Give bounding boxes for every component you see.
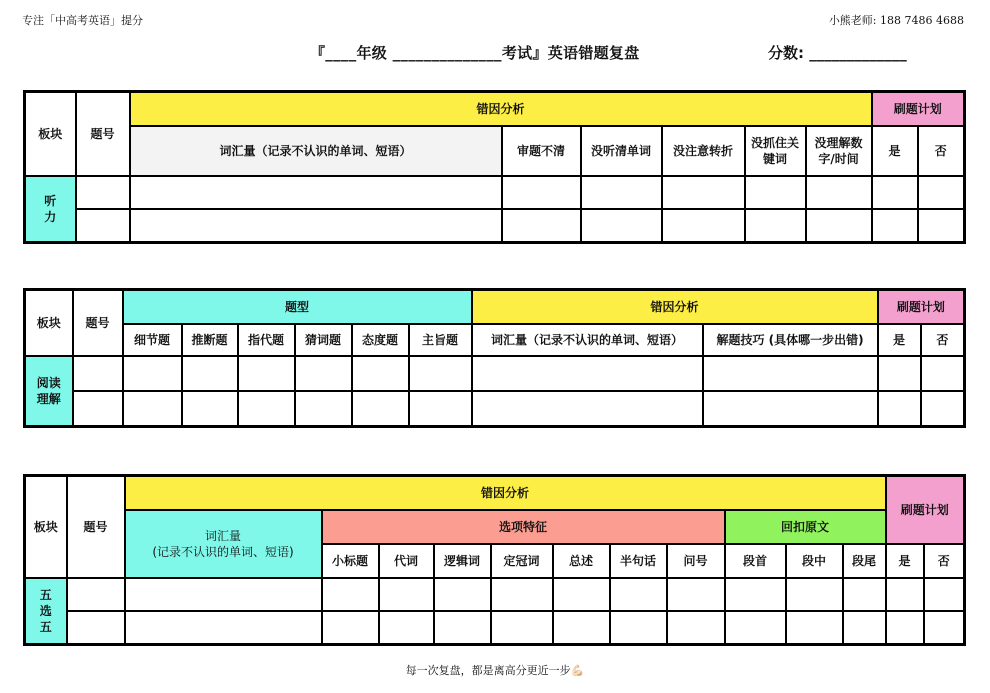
teacher-contact: 小熊老师: 188 7486 4688: [828, 14, 964, 27]
table-cell[interactable]: [878, 391, 921, 427]
table-cell[interactable]: [130, 176, 502, 209]
table-cell[interactable]: [745, 176, 806, 209]
table-cell[interactable]: [379, 578, 434, 611]
table-cell[interactable]: [918, 209, 965, 243]
inference-question-header: 推断题: [182, 324, 238, 356]
attitude-question-header: 态度题: [352, 324, 409, 356]
missed-transition-header: 没注意转折: [662, 126, 745, 176]
footer-motto: 每一次复盘，都是离高分更近一步💪🏻: [405, 664, 585, 677]
table-cell[interactable]: [667, 578, 725, 611]
table-cell[interactable]: [553, 578, 610, 611]
table-cell[interactable]: [502, 209, 581, 243]
main-idea-question-header: 主旨题: [409, 324, 472, 356]
table-cell[interactable]: [238, 391, 295, 427]
table-cell[interactable]: [703, 391, 878, 427]
no-header: 否: [924, 544, 965, 578]
score-field: 分数: _____________: [768, 44, 907, 62]
paragraph-start-header: 段首: [725, 544, 786, 578]
missed-keyword-header: 没抓住关键词: [745, 126, 806, 176]
pronoun-feature-header: 代词: [379, 544, 434, 578]
listening-block-label: 听力: [25, 176, 76, 243]
table-cell[interactable]: [238, 356, 295, 391]
yes-header: 是: [878, 324, 921, 356]
table-cell[interactable]: [123, 391, 182, 427]
question-number-header: 题号: [67, 476, 125, 578]
table-cell[interactable]: [872, 176, 918, 209]
table-cell[interactable]: [872, 209, 918, 243]
table-cell[interactable]: [786, 578, 843, 611]
yes-header: 是: [872, 126, 918, 176]
table-cell[interactable]: [610, 578, 667, 611]
table-cell[interactable]: [502, 176, 581, 209]
table-cell[interactable]: [352, 356, 409, 391]
table-cell[interactable]: [295, 356, 352, 391]
section-header: 板块: [25, 290, 73, 356]
table-cell[interactable]: [472, 356, 703, 391]
section-header: 板块: [25, 92, 76, 176]
paragraph-middle-header: 段中: [786, 544, 843, 578]
table-cell[interactable]: [921, 391, 965, 427]
technique-header: 解题技巧 (具体哪一步出错): [703, 324, 878, 356]
table-cell[interactable]: [610, 611, 667, 645]
error-analysis-header: 错因分析: [125, 476, 886, 510]
table-cell[interactable]: [886, 611, 924, 645]
table-cell[interactable]: [123, 356, 182, 391]
seven-five-table: [23, 474, 966, 646]
practice-plan-header: 刷题计划: [886, 476, 965, 544]
reference-question-header: 指代题: [238, 324, 295, 356]
table-cell[interactable]: [472, 391, 703, 427]
practice-plan-header: 刷题计划: [878, 290, 965, 324]
table-cell[interactable]: [725, 578, 786, 611]
vocab-header: 词汇量（记录不认识的单词、短语）: [130, 126, 502, 176]
paragraph-end-header: 段尾: [843, 544, 886, 578]
option-features-header: 选项特征: [322, 510, 725, 544]
table-cell[interactable]: [434, 611, 491, 645]
yes-header: 是: [886, 544, 924, 578]
error-analysis-header: 错因分析: [130, 92, 872, 126]
vocab-header: [125, 510, 322, 578]
table-cell[interactable]: [352, 391, 409, 427]
seven-five-block-label: 五选五: [25, 578, 67, 645]
table-cell[interactable]: [581, 176, 662, 209]
table-cell[interactable]: [553, 611, 610, 645]
question-type-header: 题型: [123, 290, 472, 324]
table-cell[interactable]: [725, 611, 786, 645]
brand-tagline: 专注「中高考英语」提分: [22, 14, 143, 27]
table-cell[interactable]: [73, 356, 123, 391]
vocab-header-title: 词汇量: [204, 528, 241, 543]
table-cell[interactable]: [924, 611, 965, 645]
question-number-header: 题号: [76, 92, 130, 176]
table-cell[interactable]: [921, 356, 965, 391]
table-cell[interactable]: [182, 391, 238, 427]
table-cell[interactable]: [76, 176, 130, 209]
table-cell[interactable]: [918, 176, 965, 209]
table-cell[interactable]: [806, 209, 872, 243]
misread-question-header: 审题不清: [502, 126, 581, 176]
no-header: 否: [918, 126, 965, 176]
table-cell[interactable]: [73, 391, 123, 427]
worksheet-title: 『____年级 ______________考试』英语错题复盘: [310, 44, 640, 62]
table-cell[interactable]: [295, 391, 352, 427]
vocab-header-note: (记录不认识的单词、短语): [152, 544, 294, 559]
table-cell[interactable]: [786, 611, 843, 645]
detail-question-header: 细节题: [123, 324, 182, 356]
table-cell[interactable]: [878, 356, 921, 391]
error-analysis-header: 错因分析: [472, 290, 878, 324]
half-sentence-feature-header: 半句话: [610, 544, 667, 578]
table-cell[interactable]: [745, 209, 806, 243]
question-mark-feature-header: 问号: [667, 544, 725, 578]
table-cell[interactable]: [130, 209, 502, 243]
table-cell[interactable]: [125, 578, 322, 611]
practice-plan-header: 刷题计划: [872, 92, 965, 126]
table-cell[interactable]: [379, 611, 434, 645]
table-cell[interactable]: [322, 611, 379, 645]
number-time-header: 没理解数字/时间: [806, 126, 872, 176]
section-header: 板块: [25, 476, 67, 578]
table-cell[interactable]: [662, 209, 745, 243]
table-cell[interactable]: [434, 578, 491, 611]
listening-table: [23, 90, 966, 244]
table-cell[interactable]: [886, 578, 924, 611]
table-cell[interactable]: [843, 578, 886, 611]
summary-feature-header: 总述: [553, 544, 610, 578]
table-cell[interactable]: [491, 578, 553, 611]
table-cell[interactable]: [667, 611, 725, 645]
table-cell[interactable]: [703, 356, 878, 391]
definite-article-feature-header: 定冠词: [491, 544, 553, 578]
table-cell[interactable]: [67, 578, 125, 611]
word-guess-question-header: 猜词题: [295, 324, 352, 356]
table-cell[interactable]: [924, 578, 965, 611]
table-cell[interactable]: [409, 391, 472, 427]
reading-block-label: 阅读理解: [25, 356, 73, 427]
back-to-text-header: 回扣原文: [725, 510, 886, 544]
table-cell[interactable]: [182, 356, 238, 391]
reading-table: [23, 288, 966, 428]
table-cell[interactable]: [76, 209, 130, 243]
table-cell[interactable]: [125, 611, 322, 645]
table-cell[interactable]: [322, 578, 379, 611]
subtitle-feature-header: 小标题: [322, 544, 379, 578]
table-cell[interactable]: [67, 611, 125, 645]
logic-word-feature-header: 逻辑词: [434, 544, 491, 578]
table-cell[interactable]: [806, 176, 872, 209]
no-header: 否: [921, 324, 965, 356]
table-cell[interactable]: [843, 611, 886, 645]
vocab-header: 词汇量（记录不认识的单词、短语）: [472, 324, 703, 356]
missed-word-header: 没听清单词: [581, 126, 662, 176]
table-cell[interactable]: [491, 611, 553, 645]
table-cell[interactable]: [662, 176, 745, 209]
table-cell[interactable]: [581, 209, 662, 243]
question-number-header: 题号: [73, 290, 123, 356]
table-cell[interactable]: [409, 356, 472, 391]
